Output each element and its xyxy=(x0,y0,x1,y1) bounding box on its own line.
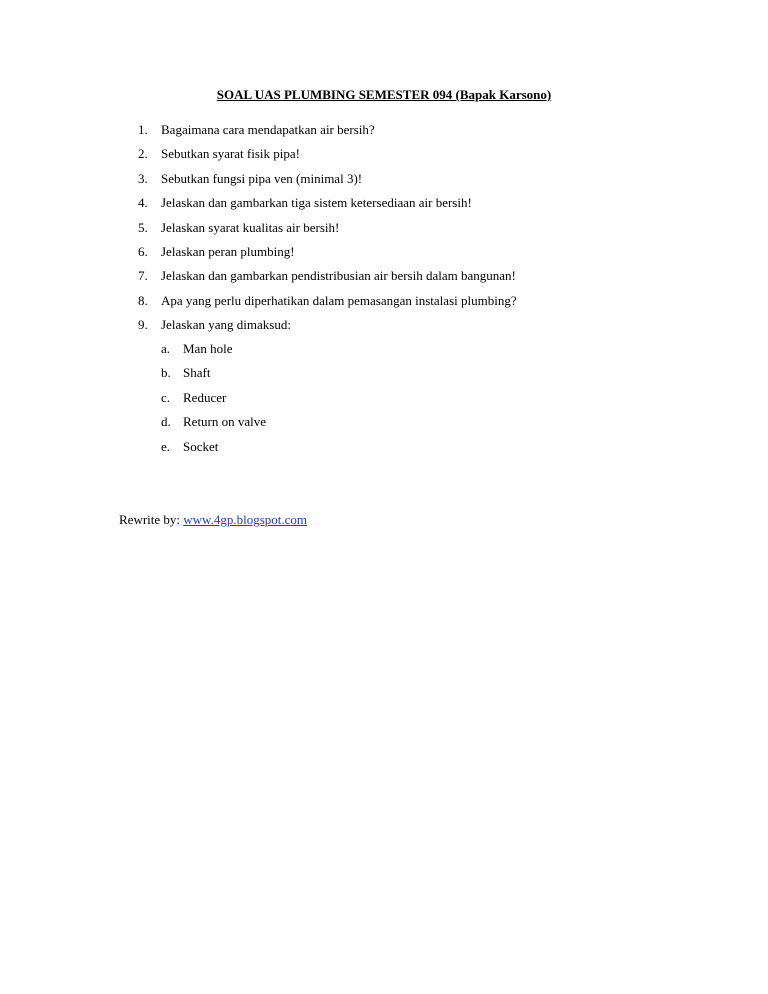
question-item xyxy=(0,243,768,267)
sub-item-letter: b. xyxy=(161,365,171,381)
question-number: 9. xyxy=(138,317,148,333)
question-text: Jelaskan dan gambarkan pendistribusian air bersih dalam bangunan! xyxy=(161,268,516,284)
question-text: Bagaimana cara mendapatkan air bersih? xyxy=(161,122,375,137)
question-text: Jelaskan peran plumbing! xyxy=(161,243,295,259)
sub-item-text: Reducer xyxy=(183,389,227,405)
sub-item-text: Return on valve xyxy=(183,414,267,430)
question-number: 4. xyxy=(138,195,148,211)
sub-item-letter: d. xyxy=(161,414,171,430)
question-text: Jelaskan dan gambarkan tiga sistem ketersediaan air bersih! xyxy=(161,195,472,211)
document-title: SOAL UAS PLUMBING SEMESTER 094 (Bapak Karsono) xyxy=(216,87,552,102)
sub-item xyxy=(0,389,768,413)
footer-credit xyxy=(119,511,307,528)
question-text: Apa yang perlu diperhatikan dalam pemasangan instalasi plumbing? xyxy=(161,292,517,308)
question-text: Jelaskan yang dimaksud: xyxy=(161,317,291,333)
sub-item-letter: e. xyxy=(161,438,171,454)
question-list xyxy=(0,121,768,341)
footer-link[interactable]: www.4gp.blogspot.com xyxy=(183,512,308,527)
question-number: 1. xyxy=(138,122,148,137)
question-number: 7. xyxy=(138,268,148,284)
question-text: Jelaskan syarat kualitas air bersih! xyxy=(161,219,340,235)
sub-item-text: Socket xyxy=(183,438,219,454)
question-item xyxy=(0,170,768,194)
sub-item-text: Man hole xyxy=(183,341,233,356)
sub-item-letter: a. xyxy=(161,341,171,356)
sub-item-text: Shaft xyxy=(183,365,211,381)
question-text: Sebutkan syarat fisik pipa! xyxy=(161,146,300,162)
question-item xyxy=(0,121,768,145)
sub-item xyxy=(0,438,768,462)
question-number: 5. xyxy=(138,219,148,235)
question-text: Sebutkan fungsi pipa ven (minimal 3)! xyxy=(161,170,363,186)
sub-item xyxy=(0,364,768,388)
sub-item-letter: c. xyxy=(161,389,171,405)
footer-label: Rewrite by: xyxy=(119,512,181,527)
sub-item-list xyxy=(0,340,768,462)
sub-item xyxy=(0,413,768,437)
question-item xyxy=(0,267,768,291)
question-item xyxy=(0,194,768,218)
question-item xyxy=(0,145,768,169)
question-number: 3. xyxy=(138,170,148,186)
question-number: 8. xyxy=(138,292,148,308)
question-item xyxy=(0,316,768,340)
question-item xyxy=(0,219,768,243)
question-number: 2. xyxy=(138,146,148,162)
question-number: 6. xyxy=(138,243,148,259)
question-item xyxy=(0,292,768,316)
sub-item xyxy=(0,340,768,364)
